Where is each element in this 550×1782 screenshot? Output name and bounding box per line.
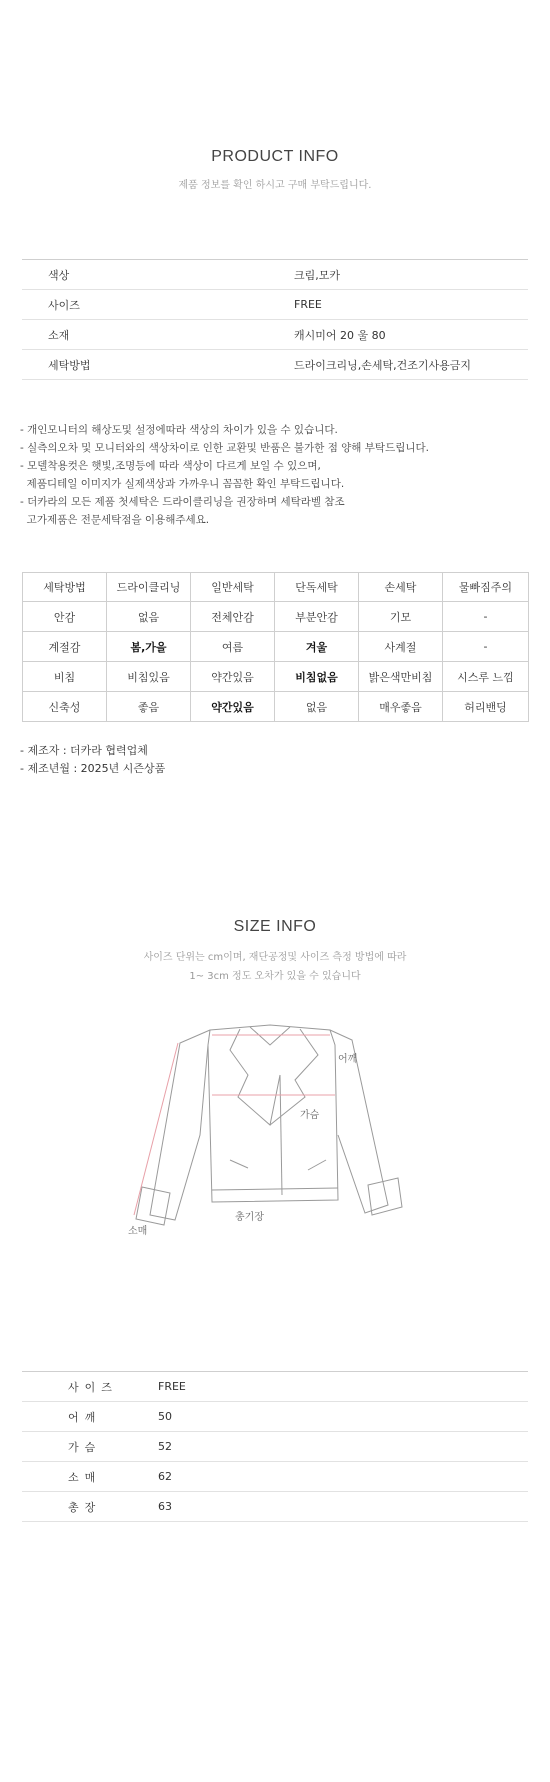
note-line: - 실측의오차 및 모니터와의 색상차이로 인한 교환및 반품은 불가한 점 양해 부탁드립니다. xyxy=(20,442,429,454)
product-info-subtitle: 제품 정보를 확인 하시고 구매 부탁드립니다. xyxy=(178,180,372,191)
chest-label: 가슴 xyxy=(300,1110,320,1121)
size-value: 52 xyxy=(158,1440,172,1453)
size-row xyxy=(22,1492,528,1522)
info-value: FREE xyxy=(294,298,322,311)
care-cell: 전체안감 xyxy=(191,602,275,632)
care-row xyxy=(23,602,529,632)
info-row-material xyxy=(22,320,528,350)
size-value: 50 xyxy=(158,1410,172,1423)
care-row-header: 비침 xyxy=(23,662,107,692)
size-row xyxy=(22,1372,528,1402)
care-cell: 시스루 느낌 xyxy=(443,662,529,692)
care-cell: 여름 xyxy=(191,632,275,662)
size-row xyxy=(22,1432,528,1462)
maker-info xyxy=(20,742,165,778)
note-line: 고가제품은 전문세탁점을 이용해주세요. xyxy=(20,514,210,526)
note-line: - 더카라의 모든 제품 첫세탁은 드라이클리닝을 권장하며 세탁라벨 참조 xyxy=(20,496,345,508)
size-label: 사이즈 xyxy=(68,1380,118,1394)
info-label: 세탁방법 xyxy=(48,358,91,372)
size-label: 가슴 xyxy=(68,1440,102,1454)
care-cell: 사계절 xyxy=(359,632,443,662)
jacket-sketch xyxy=(120,1015,420,1240)
product-info-title: PRODUCT INFO xyxy=(211,148,339,165)
care-row xyxy=(23,662,529,692)
size-label: 총장 xyxy=(68,1500,102,1514)
info-label: 사이즈 xyxy=(48,298,80,312)
size-row xyxy=(22,1462,528,1492)
care-cell: 없음 xyxy=(107,602,191,632)
care-cell: 부분안감 xyxy=(275,602,359,632)
size-info-subtitle-1: 사이즈 단위는 cm이며, 재단공정및 사이즈 측정 방법에 따라 xyxy=(143,952,407,963)
care-cell: 비침없음 xyxy=(275,662,359,692)
info-value: 캐시미어 20 울 80 xyxy=(294,328,386,342)
sleeve-label: 소매 xyxy=(128,1226,148,1237)
size-value: 62 xyxy=(158,1470,172,1483)
care-cell: 일반세탁 xyxy=(191,573,275,602)
note-line: - 개인모니터의 해상도및 설정에따라 색상의 차이가 있을 수 있습니다. xyxy=(20,424,338,436)
care-table xyxy=(22,572,529,722)
shoulder-label: 어깨 xyxy=(338,1054,358,1065)
care-row-header: 계절감 xyxy=(23,632,107,662)
care-row-header: 세탁방법 xyxy=(23,573,107,602)
care-cell: 좋음 xyxy=(107,692,191,722)
note-line: - 모델착용컷은 햇빛,조명등에 따라 색상이 다르게 보일 수 있으며, xyxy=(20,460,321,472)
size-table xyxy=(22,1371,528,1522)
jacket-outline xyxy=(136,1025,402,1225)
product-info-table xyxy=(22,259,528,380)
care-cell: 손세탁 xyxy=(359,573,443,602)
care-cell: 비침있음 xyxy=(107,662,191,692)
size-label: 소매 xyxy=(68,1470,102,1484)
care-cell: 드라이클리닝 xyxy=(107,573,191,602)
care-row-header: 안감 xyxy=(23,602,107,632)
info-label: 색상 xyxy=(48,268,70,282)
size-info-subtitle-2: 1~ 3cm 정도 오차가 있을 수 있습니다 xyxy=(189,971,361,982)
care-cell: 단독세탁 xyxy=(275,573,359,602)
size-value: FREE xyxy=(158,1380,186,1393)
care-cell: 겨울 xyxy=(275,632,359,662)
note-line: 제품디테일 이미지가 실제색상과 가까우니 꼼꼼한 확인 부탁드립니다. xyxy=(20,478,345,490)
care-cell: 기모 xyxy=(359,602,443,632)
care-cell: 밝은색만비침 xyxy=(359,662,443,692)
care-cell: - xyxy=(443,602,529,632)
care-row xyxy=(23,692,529,722)
maker-line: - 제조자 : 더카라 협력업체 xyxy=(20,744,148,757)
size-row xyxy=(22,1402,528,1432)
info-value: 크림,모카 xyxy=(294,268,341,282)
care-cell: 매우좋음 xyxy=(359,692,443,722)
info-label: 소재 xyxy=(48,328,70,342)
care-cell: 봄,가을 xyxy=(107,632,191,662)
care-cell: 없음 xyxy=(275,692,359,722)
care-row xyxy=(23,632,529,662)
info-row-washing xyxy=(22,350,528,380)
sleeve-measure-line xyxy=(134,1043,178,1215)
size-value: 63 xyxy=(158,1500,172,1513)
care-cell: 약간있음 xyxy=(191,662,275,692)
care-cell: 물빠짐주의 xyxy=(443,573,529,602)
care-row-header: 신축성 xyxy=(23,692,107,722)
maker-line: - 제조년월 : 2025년 시즌상품 xyxy=(20,762,166,775)
care-cell: - xyxy=(443,632,529,662)
care-row xyxy=(23,573,529,602)
info-row-size xyxy=(22,290,528,320)
size-label: 어깨 xyxy=(68,1410,102,1424)
measure-lines xyxy=(134,1035,335,1215)
care-cell: 약간있음 xyxy=(191,692,275,722)
length-label: 총기장 xyxy=(235,1212,264,1223)
size-info-title: SIZE INFO xyxy=(233,918,317,935)
care-cell: 허리밴딩 xyxy=(443,692,529,722)
product-notes xyxy=(20,403,429,547)
info-value: 드라이크리닝,손세탁,건조기사용금지 xyxy=(294,358,472,372)
info-row-color xyxy=(22,260,528,290)
